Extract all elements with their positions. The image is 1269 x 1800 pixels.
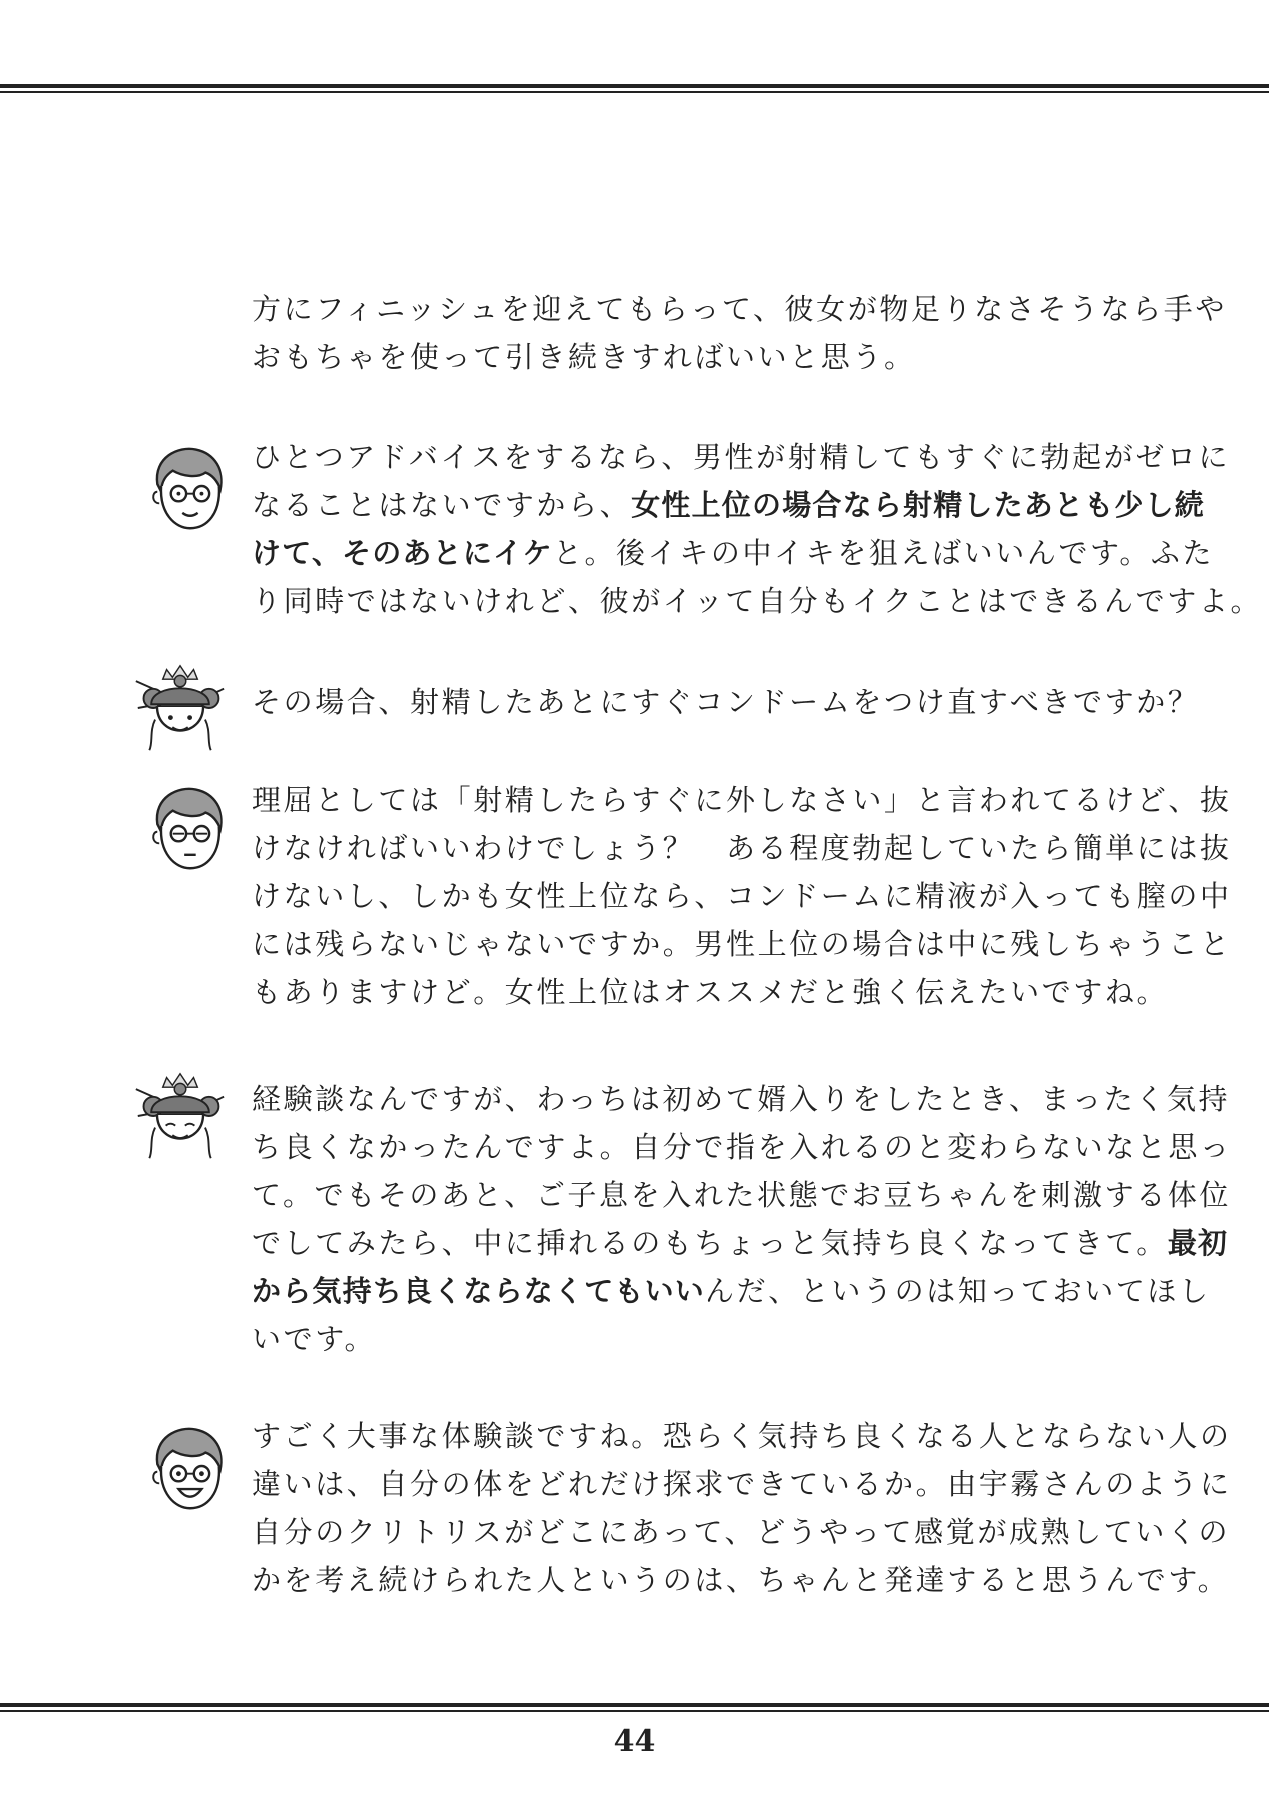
text-segment: 方にフィニッシュを迎えてもらって、彼女が物足りなさそうなら手や — [252, 292, 1227, 326]
text-segment: なることはないですから、 — [252, 488, 632, 522]
bottom-rule — [0, 1703, 1269, 1712]
text-segment: 自分のクリトリスがどこにあって、どうやって感覚が成熟していくの — [252, 1515, 1231, 1549]
text-line — [252, 333, 1132, 381]
text-segment: その場合、射精したあとにすぐコンドームをつけ直すべきですか？ — [252, 685, 1200, 719]
text-line — [252, 872, 1232, 920]
text-line — [252, 577, 1263, 625]
man-avatar-icon — [140, 1418, 236, 1514]
text-line — [252, 824, 1232, 872]
text-line — [252, 1508, 1231, 1556]
text-line — [252, 1315, 1132, 1363]
text-line — [252, 529, 1215, 577]
text-line — [252, 1460, 1232, 1508]
text-segment: かを考え続けられた人というのは、ちゃんと発達すると思うんです。 — [252, 1563, 1230, 1597]
text-segment: けなければいいわけでしょう？ ある程度勃起していたら簡単には抜 — [252, 831, 1232, 865]
text-line — [252, 920, 1232, 968]
text-segment: て。でもそのあと、ご子息を入れた状態でお豆ちゃんを刺激する体位 — [252, 1178, 1232, 1212]
text-segment: けないし、しかも女性上位なら、コンドームに精液が入っても膣の中 — [252, 879, 1232, 913]
text-segment: り同時ではないけれど、彼がイッて自分もイクことはできるんですよ。 — [252, 584, 1263, 618]
text-segment: いです。 — [252, 1322, 377, 1356]
text-line — [252, 678, 1200, 726]
text-segment: 経験談なんですが、わっちは初めて婿入りをしたとき、まったく気持 — [252, 1082, 1231, 1116]
text-line — [252, 1412, 1232, 1460]
paragraph-continuation — [252, 285, 1227, 381]
text-segment: 理屈としては「射精したらすぐに外しなさい」と言われてるけど、抜 — [252, 783, 1232, 817]
paragraph-man — [252, 433, 1263, 625]
text-segment: ひとつアドバイスをするなら、男性が射精してもすぐに勃起がゼロに — [252, 440, 1231, 474]
woman-avatar-icon — [132, 660, 228, 756]
paragraph-woman — [252, 1075, 1232, 1363]
paragraph-man — [252, 1412, 1232, 1604]
text-line — [252, 776, 1232, 824]
text-segment: と。後イキの中イキを狙えばいいんです。ふた — [552, 536, 1215, 570]
man-avatar-icon — [140, 778, 236, 874]
text-line — [252, 433, 1231, 481]
text-line — [252, 1123, 1232, 1171]
text-line — [252, 1267, 1211, 1315]
text-segment: おもちゃを使って引き続きすればいいと思う。 — [252, 340, 916, 374]
text-line — [252, 1171, 1232, 1219]
woman-avatar-icon — [132, 1068, 228, 1164]
text-line — [252, 968, 1169, 1016]
bold-text: 女性上位の場合なら射精したあとも少し続 — [631, 488, 1206, 522]
text-line — [252, 285, 1227, 333]
text-segment: でしてみたら、中に挿れるのもちょっと気持ち良くなってきて。 — [252, 1226, 1168, 1260]
paragraph-man — [252, 776, 1232, 1016]
man-avatar-icon — [140, 438, 236, 534]
text-line — [252, 1075, 1231, 1123]
bold-text: から気持ち良くならなくてもいい — [252, 1274, 706, 1308]
text-segment: もありますけど。女性上位はオススメだと強く伝えたいですね。 — [252, 975, 1169, 1009]
text-segment: んだ、というのは知っておいてほし — [705, 1274, 1211, 1308]
text-segment: ち良くなかったんですよ。自分で指を入れるのと変わらないなと思っ — [252, 1130, 1232, 1164]
bold-text: けて、そのあとにイケ — [252, 536, 553, 570]
text-segment: 違いは、自分の体をどれだけ探求できているか。由宇霧さんのように — [252, 1467, 1232, 1501]
text-line — [252, 481, 1206, 529]
text-segment: すごく大事な体験談ですね。恐らく気持ち良くなる人とならない人の — [252, 1419, 1232, 1453]
text-segment: には残らないじゃないですか。男性上位の場合は中に残しちゃうこと — [252, 927, 1232, 961]
text-line — [252, 1556, 1230, 1604]
page-number: 44 — [613, 1724, 656, 1759]
top-rule — [0, 84, 1269, 93]
paragraph-woman — [252, 678, 1200, 726]
text-line — [252, 1219, 1229, 1267]
bold-text: 最初 — [1167, 1226, 1229, 1260]
